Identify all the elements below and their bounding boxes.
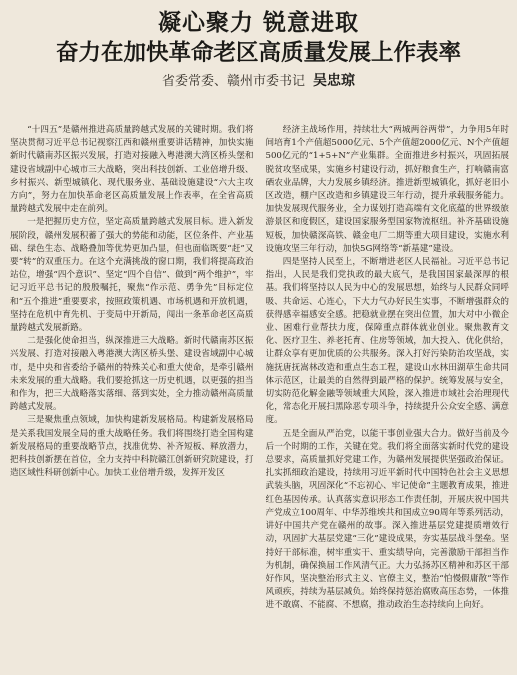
right-column [266, 124, 510, 669]
paragraph: 五是全面从严治党，以能干事创业强大合力。做好当前及今后一个时期的工作，关键在党。我们将全面落实新时代党的建设总要求，高质量抓好党建工作，为赣州发展提供坚强政治保证。扎实抓细政治建设，持续用习近平新时代中国特色社会主义思想武装头脑，巩固深化“不忘初心、牢记使命”主题教育成果，推进红色基因传承。认真落实意识形态工作责任制，开展庆祝中国共产党成立100周年、中华苏维埃共和国成立90周年等系列活动，讲好中国共产党在赣州的故事。深入推进基层党建提质增效行动，巩固扩大基层党建“三化”建设成果，夯实基层战斗堡垒。坚持好干部标准，树牢重实干、重实绩导向，完善激励干部担当作为机制，确保换届工作风清气正。大力弘扬苏区精神和苏区干部好作风，坚决整治形式主义、官僚主义，整治“怕慢假庸散”等作风顽疾，持续为基层减负。始终保持惩治腐败高压态势，一体推进不敢腐、不能腐、不想腐，推动政治生态持续向上向好。 [265, 428, 509, 611]
paragraph: 一是把握历史方位，坚定高质量跨越式发展目标。进入新发展阶段，赣州发展积蓄了强大的势能和动能，区位条件、产业基础、绿色生态、战略叠加等优势更加凸显，但也面临既要“赶”又要“转”的双重压力。在这个充满挑战的窗口期，我们将提高政治站位，增强“四个意识”、坚定“四个自信”、做到“两个维护”，牢记习近平总书记的殷殷嘱托，聚焦“作示范、勇争先”目标定位和“五个推进”重要要求，按照政策机遇、市场机遇和开放机遇，坚持在危机中育先机、于变局中开新局，闯出一条革命老区高质量跨越式发展新路。 [10, 217, 254, 334]
paragraph: “十四五”是赣州推进高质量跨越式发展的关键时期。我们将坚决贯彻习近平总书记视察江西和赣州重要讲话精神，加快实施新时代赣南苏区振兴发展，打造对接融入粤港澳大湾区桥头堡和建设省域副中心城市三大战略，突出科技创新、工业倍增升级、乡村振兴、新型城镇化、现代服务业、基础设施建设“六大主攻方向”，努力在加快革命老区高质量发展上作表率，在全省高质量跨越式发展中走在前列。 [10, 125, 254, 215]
byline [0, 72, 517, 91]
article-body [10, 124, 509, 669]
left-column [10, 124, 254, 669]
paragraph: 三是聚焦重点领域，加快构建新发展格局。构建新发展格局是关系我国发展全局的重大战略任务。我们将围绕打造全国构建新发展格局的重要战略节点，找准优势、补齐短板、释放潜力，把科技创新摆在首位，全力支持中科院赣江创新研究院建设，打造区域性科研创新中心。加快工业倍增升级，发挥开发区 [10, 415, 254, 479]
paragraph: 二是强化使命担当，纵深推进三大战略。新时代赣南苏区振兴发展、打造对接融入粤港澳大湾区桥头堡、建设省域副中心城市，是中央和省委给予赣州的特殊关心和重大使命，是牵引赣州未来发展的重大战略。我们要抢抓这一历史机遇，以更强的担当和作为，把三大战略落实落细、落到实处，全力推动赣州高质量跨越式发展。 [10, 336, 254, 413]
byline-role: 省委常委、赣州市委书记 [161, 74, 305, 89]
headline-line-2: 奋力在加快革命老区高质量发展上作表率 [55, 40, 461, 66]
headline-line-1: 凝心聚力 锐意进取 [157, 10, 359, 36]
paragraph: 四是坚持人民至上，不断增进老区人民福祉。习近平总书记指出，人民是我们党执政的最大底气，是我国国家最深厚的根基。我们将坚持以人民为中心的发展思想，始终与人民群众同呼吸、共命运、心连心，下大力气办好民生实事，不断增强群众的获得感幸福感安全感。把稳就业摆在突出位置，加大对中小微企业、困难行业帮扶力度，保障重点群体就业创业。聚焦教育文化、医疗卫生、养老托育、住房等领域，加大投入、优化供给，让群众享有更加优质的公共服务。深入打好污染防治攻坚战，实施抚唐抚嵩林改造和重点生态工程，建设山水林田湖草生命共同体示范区，让最美的自然得到最严格的保护。统筹发展与安全，切实防范化解金融等领域重大风险，深入推进市域社会治理现代化，常态化开展扫黑除恶专项斗争，持续提升公众安全感、满意度。 [265, 257, 509, 426]
byline-author: 吴忠琼 [313, 73, 355, 89]
article-header [0, 0, 517, 91]
paragraph: 经济主战场作用，持续壮大“两城两谷两带”，力争用5年时间培育1个产值超5000亿元、5个产值超2000亿元、N个产值超500亿元的“1+5+N”产业集群。全面推进乡村振兴，巩固拓展脱贫攻坚成果，实施乡村建设行动，抓好粮食生产，打响赣南富硒农业品牌，大力发展乡镇经济。推进新型城镇化，抓好老旧小区改造，棚户区改造和乡镇建设三年行动，提升承载服务能力。加快发展现代服务业，全力谋划打造高端有文化底蕴的世界级旅游景区和度假区，建设国家服务型国家物流枢纽。补齐基础设施短板，加快赣深高铁、赣金电厂二期等重大项目建设，实施水利设施攻坚三年行动，加快5G网络等“新基建”建设。 [265, 125, 509, 254]
